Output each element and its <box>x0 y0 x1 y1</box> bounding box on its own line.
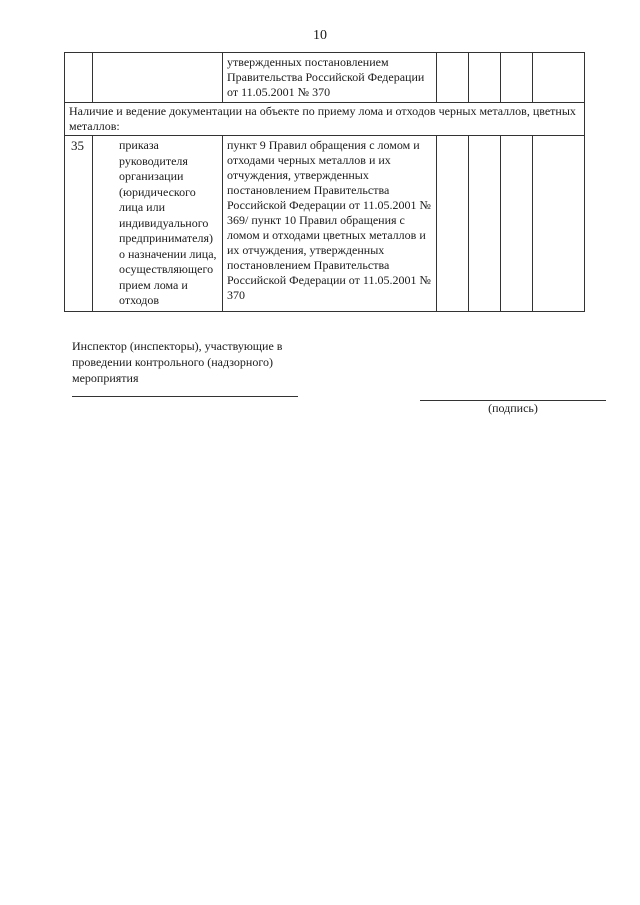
table-row-section-header <box>65 103 585 136</box>
answer-no-cell <box>469 136 501 312</box>
answer-yes-cell <box>437 53 469 103</box>
row-number: 35 <box>65 136 93 312</box>
note-cell <box>533 53 585 103</box>
answer-no-cell <box>469 53 501 103</box>
checklist-table <box>64 52 585 312</box>
requirement-cell: утвержденных постановлением Правительства Российской Федерации от 11.05.2001 № 370 <box>223 53 437 103</box>
signature-caption: (подпись) <box>488 401 538 415</box>
inspector-name-line <box>72 396 298 397</box>
note-cell <box>533 136 585 312</box>
section-header: Наличие и ведение документации на объекте по приему лома и отходов черных металлов, цветных металлов: <box>65 103 585 136</box>
item-cell <box>93 53 223 103</box>
page-number: 10 <box>313 28 327 43</box>
inspector-label: Инспектор (инспекторы), участвующие в проведении контрольного (надзорного) мероприятия <box>72 339 283 385</box>
answer-na-cell <box>501 136 533 312</box>
table-row <box>65 136 585 312</box>
number-cell <box>65 53 93 103</box>
requirement-text: пункт 9 Правил обращения с ломом и отходами черных металлов и их отчуждения, утвержденных постановлением Правительства Российской Федерации от 11.05.2001 № 369/ пункт 10 Правил обращения с ломом и отходами цветных металлов и их отчуждения, утвержденных постановлением Правительства Российской Федерации от 11.05.2001 № 370 <box>223 136 437 312</box>
answer-yes-cell <box>437 136 469 312</box>
answer-na-cell <box>501 53 533 103</box>
table-row-continuation <box>65 53 585 103</box>
item-text: приказа руководителя организации (юридического лица или индивидуального предпринимателя) о назначении лица, осуществляющего прием лома и отходов <box>93 136 223 312</box>
